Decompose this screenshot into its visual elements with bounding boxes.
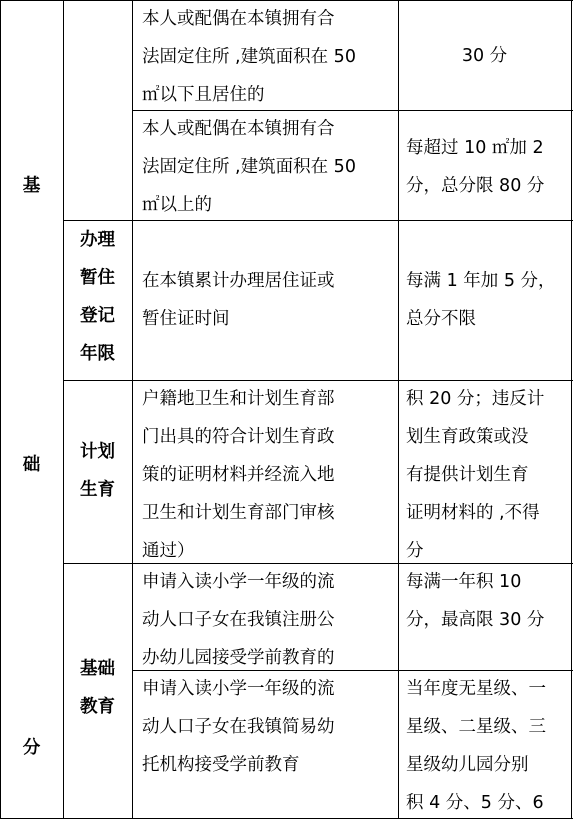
housing-score-below-50: 30 分: [461, 46, 508, 66]
table-border-right: [571, 0, 572, 819]
table-border-left: [0, 0, 1, 819]
family-planning-condition: 户籍地卫生和计划生育部 门出具的符合计划生育政 策的证明材料并经流入地 卫生和计划生育部门审核 通过）: [142, 389, 335, 561]
family-planning-label: 计划 生育: [80, 442, 115, 500]
family-planning-score: 积 20 分；违反计 划生育政策或没 有提供计划生育 证明材料的 ,不得 分: [406, 389, 545, 561]
column-divider: [132, 0, 133, 819]
category-char-3: 分: [22, 738, 41, 758]
simple-nursery-score: 当年度无星级、一 星级、二星级、三 星级幼儿园分别 积 4 分、5 分、6: [406, 679, 546, 813]
category-char-1: 基: [22, 176, 41, 196]
residence-permit-label: 办理 暂住 登记 年限: [80, 230, 115, 364]
public-kindergarten-condition: 申请入读小学一年级的流 动人口子女在我镇注册公 办幼儿园接受学前教育的: [142, 572, 335, 668]
housing-score-above-50: 每超过 10 ㎡加 2 分，总分限 80 分: [406, 138, 545, 196]
housing-condition-above-50: 本人或配偶在本镇拥有合 法固定住所 ,建筑面积在 50 ㎡以上的: [142, 119, 356, 215]
public-kindergarten-score: 每满一年积 10 分，最高限 30 分: [406, 572, 545, 630]
category-char-2: 础: [22, 455, 41, 475]
column-divider: [398, 0, 399, 819]
basic-education-label: 基础 教育: [80, 659, 115, 717]
housing-condition-below-50: 本人或配偶在本镇拥有合 法固定住所 ,建筑面积在 50 ㎡以下且居住的: [142, 9, 356, 105]
residence-permit-condition: 在本镇累计办理居住证或 暂住证时间: [142, 271, 335, 329]
simple-nursery-condition: 申请入读小学一年级的流 动人口子女在我镇简易幼 托机构接受学前教育: [142, 679, 335, 775]
residence-permit-score: 每满 1 年加 5 分， 总分不限: [406, 271, 556, 329]
